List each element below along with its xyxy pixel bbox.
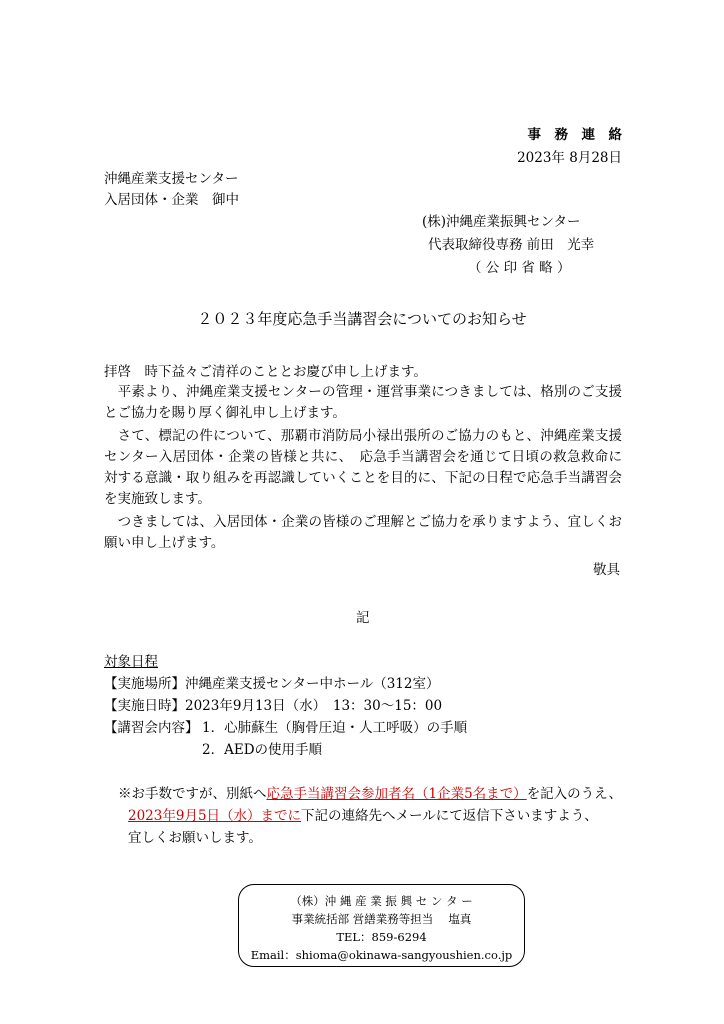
venue-label: 【実施場所】 [104,676,185,692]
body-paragraph-2 [104,426,622,510]
seal-note: （ 公 印 省 略 ） [468,260,571,276]
body-paragraph-2-text: さて、標記の件について、那覇市消防局小禄出張所のご協力のもと、沖縄産業支援センター入居団体・企業の皆様と共に、 応急手当講習会を通じて日頃の救急救命に対する意識・取り組みを再認識していくことを目的に、下記の日程で応急手当講習会を実施致します。 [104,428,622,507]
recipient-line-2: 入居団体・企業 御中 [104,192,239,208]
body-paragraph-1-text: 平素より、沖縄産業支援センターの管理・運営事業につきましては、格別のご支援とご協力を賜り厚く御礼申し上げます。 [104,384,622,421]
venue-row [104,672,439,692]
ki-heading: 記 [356,610,370,626]
contact-phone: TEL：859-6294 [336,930,427,944]
content-row [104,716,199,736]
note-line-1 [118,782,622,802]
sender-person: 代表取締役専務 前田 光幸 [428,237,595,253]
datetime-row [104,694,442,714]
contact-box [238,884,525,967]
participant-limit-emphasis: 応急手当講習会参加者名（1企業5名まで） [266,786,527,802]
note-line-2-suffix: 下記の連絡先へメールにて返信下さいますよう、 [301,808,598,824]
document-date: 2023年 8月28日 [517,150,622,166]
body-paragraph-3 [104,512,622,554]
note-line-2 [128,804,598,824]
content-item-2: 2．AEDの使用手順 [202,742,323,758]
schedule-heading: 対象日程 [104,654,158,670]
recipient-line-1: 沖縄産業支援センター [104,171,239,187]
venue-value: 沖縄産業支援センター中ホール（312室） [185,676,440,692]
note-line-1-suffix: を記入のうえ、 [526,786,622,802]
contact-email[interactable]: Email：shioma@okinawa-sangyoushien.co.jp [250,948,513,962]
datetime-label: 【実施日時】 [104,698,185,714]
deadline-emphasis: 2023年9月5日（水）までに [128,808,302,824]
contact-department: 事業統括部 営繕業務等担当 塩真 [291,912,472,926]
body-paragraph-1 [104,382,622,424]
greeting: 拝啓 時下益々ご清祥のこととお慶び申し上げます。 [104,364,427,380]
content-item-1: 1．心肺蘇生（胸骨圧迫・人工呼吸）の手順 [202,720,468,736]
datetime-value: 2023年9月13日（水） 13：30～15：00 [185,698,443,714]
note-line-3: 宜しくお願いします。 [128,830,262,846]
content-label: 【講習会内容】 [104,720,199,736]
sender-organization: (株)沖縄産業振興センター [422,214,581,230]
document-type: 事 務 連 絡 [527,127,622,143]
contact-organization: （株）沖 縄 産 業 振 興 セ ン タ ー [290,894,473,908]
page-title: ２０２３年度応急手当講習会についてのお知らせ [197,310,527,328]
body-paragraph-3-text: つきましては、入居団体・企業の皆様のご理解とご協力を承りますよう、宜しくお願い申し上げます。 [104,514,622,551]
note-line-1-prefix: ※お手数ですが、別紙へ [118,786,267,802]
closing: 敬具 [593,562,620,578]
